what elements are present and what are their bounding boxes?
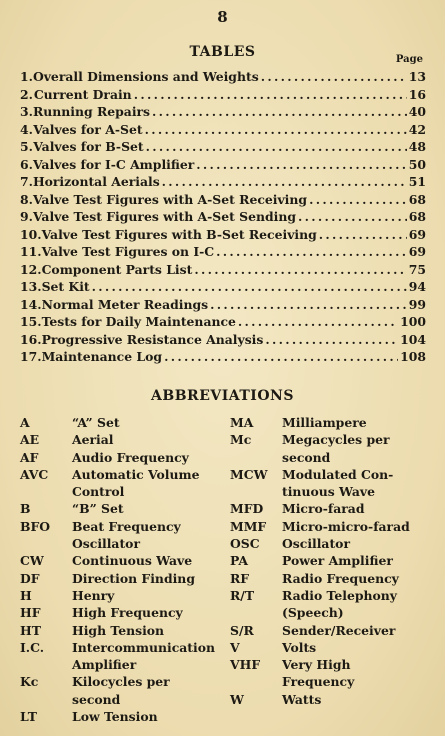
abbreviation-row [20,708,230,725]
table-entry-number: 14. [20,296,42,312]
abbreviation-code: MMF [230,518,267,534]
table-entry-page: 69 [408,244,426,259]
table-entry-page: 100 [400,314,426,329]
abbreviation-meaning: Aerial [72,432,114,448]
abbreviation-code: MCW [230,466,268,482]
table-entry-number: 17. [20,349,42,364]
abbreviation-meaning: Micro-farad [282,501,365,517]
abbreviation-code: B [20,501,31,517]
abbreviation-code: AE [20,432,40,448]
leader-dots [319,227,407,242]
abbreviations-right-column [230,414,430,708]
abbreviation-row [230,622,430,639]
abbreviation-row [20,431,230,448]
table-entry-title: Valves for I-C Amplifier [32,156,195,172]
table-entry-page: 50 [408,156,426,172]
table-entry-title: Progressive Resistance Analysis [41,331,264,347]
abbreviation-code: OSC [230,536,260,552]
abbreviation-row [230,431,430,466]
leader-dots [145,122,407,137]
abbreviation-row [20,604,230,621]
table-entry [20,227,426,245]
table-entry-title: Tests for Daily Maintenance [41,314,236,329]
abbreviation-meaning: Radio Telephony (Speech) [282,587,397,621]
table-entry [20,209,426,227]
abbreviation-meaning: Milliampere [282,415,367,430]
abbreviation-meaning: Low Tension [72,709,158,725]
abbreviation-row [20,518,230,553]
table-entry [20,192,426,210]
leader-dots [238,314,398,329]
abbreviation-code: H [20,587,32,603]
abbreviation-code: DF [20,570,40,586]
abbreviation-code: S/R [230,622,254,638]
table-entry-page: 94 [408,279,426,294]
abbreviations-heading: ABBREVIATIONS [151,388,294,404]
leader-dots [194,262,406,277]
abbreviation-row [230,518,430,535]
abbreviation-meaning: Volts [282,639,317,655]
abbreviation-code: R/T [230,587,255,603]
table-entry-page: 68 [408,191,426,207]
table-entry [20,314,426,332]
abbreviation-row [230,552,430,569]
abbreviation-meaning: Power Amplifier [282,553,393,569]
table-entry [20,332,426,350]
abbreviation-code: W [230,691,244,707]
table-entry-page: 75 [408,261,426,277]
abbreviation-row [20,673,230,708]
abbreviation-row [230,570,430,587]
abbreviation-meaning: Watts [282,691,322,707]
table-entry-title: Set Kit [41,279,90,294]
table-entry-number: 11. [20,244,42,259]
abbreviation-code: MFD [230,501,264,517]
abbreviation-row [230,691,430,708]
table-entry-page: 51 [408,174,426,189]
abbreviation-code: AVC [20,466,49,482]
leader-dots [196,157,406,172]
table-entry-number: 10. [20,226,42,242]
table-entry-title: Running Repairs [32,104,151,119]
abbreviation-row [20,552,230,569]
abbreviation-meaning: “B” Set [72,501,124,517]
abbreviation-meaning: Henry [72,587,115,603]
abbreviation-code: Mc [230,432,252,448]
table-entry [20,87,426,105]
abbreviation-code: RF [230,570,250,586]
abbreviation-code: PA [230,553,249,569]
abbreviation-meaning: Megacycles per second [282,432,390,465]
abbreviation-meaning: Automatic Volume Control [72,466,200,500]
abbreviation-meaning: Beat Frequency Oscillator [72,518,181,552]
table-entry-number: 2. [20,86,33,102]
abbreviation-code: AF [20,449,39,465]
table-entry-page: 99 [408,296,426,312]
table-entry-page: 69 [408,226,426,242]
abbreviations-left-column [20,414,230,725]
table-entry-title: Current Drain [33,86,132,102]
abbreviation-row [230,587,430,622]
table-entry-number: 7. [20,174,33,189]
leader-dots [164,349,398,364]
table-entry-title: Overall Dimensions and Weights [32,69,259,84]
abbreviation-meaning: Very High Frequency [282,657,355,690]
abbreviation-meaning: Sender/Receiver [282,622,396,638]
abbreviation-row [20,639,230,674]
table-entry-title: Maintenance Log [41,349,163,364]
table-entry-number: 16. [20,331,42,347]
abbreviation-meaning: Intercommunication Amplifier [72,639,215,673]
page-column-label: Page [395,54,423,65]
table-entry-title: Valve Test Figures with B-Set Receiving [41,226,317,242]
abbreviation-code: V [230,639,240,655]
tables-heading: TABLES [189,44,256,60]
leader-dots [146,139,407,154]
abbreviation-code: CW [20,553,44,569]
abbreviation-code: VHF [230,657,261,673]
table-entry-number: 15. [20,314,42,329]
abbreviation-meaning: Audio Frequency [72,449,189,465]
abbreviation-meaning: Oscillator [282,536,350,552]
abbreviation-code: BFO [20,518,51,534]
table-entry-title: Valve Test Figures with A-Set Receiving [32,191,308,207]
table-entry-number: 6. [20,156,33,172]
abbreviation-row [20,570,230,587]
abbreviation-row [230,535,430,552]
leader-dots [134,87,407,102]
table-entry-title: Normal Meter Readings [41,296,209,312]
abbreviation-row [230,656,430,691]
abbreviation-meaning: “A” Set [72,415,120,430]
leader-dots [210,297,407,312]
abbreviation-meaning: Continuous Wave [72,553,193,569]
abbreviation-meaning: High Frequency [72,605,183,621]
table-entry [20,262,426,280]
table-entry-title: Valves for B-Set [33,139,144,154]
abbreviation-meaning: Micro-micro-farad [282,518,410,534]
leader-dots [92,279,407,294]
page-number: 8 [217,8,228,26]
table-entry-number: 8. [20,191,33,207]
table-entry [20,279,426,297]
abbreviation-code: I.C. [20,639,45,655]
abbreviation-row [20,622,230,639]
table-entry-title: Valve Test Figures on I-C [41,244,215,259]
table-entry [20,349,426,367]
abbreviation-meaning: Direction Finding [72,570,195,586]
table-entry [20,244,426,262]
table-entry [20,174,426,192]
leader-dots [298,209,407,224]
abbreviation-row [230,639,430,656]
table-entry-title: Valves for A-Set [33,121,143,137]
abbreviation-code: Kc [20,674,39,690]
abbreviation-meaning: Radio Frequency [282,570,399,586]
table-entry-page: 68 [408,209,426,224]
abbreviation-row [20,466,230,501]
abbreviation-row [230,466,430,501]
tables-list [20,69,426,367]
table-entry-number: 1. [20,69,33,84]
leader-dots [261,69,407,84]
table-entry-page: 42 [408,121,426,137]
abbreviation-row [20,587,230,604]
abbreviation-row [230,500,430,517]
leader-dots [265,332,398,347]
abbreviation-row [230,414,430,431]
abbreviation-code: LT [20,709,37,725]
table-entry-number: 13. [20,279,42,294]
table-entry-page: 108 [400,349,426,364]
abbreviation-row [20,414,230,431]
abbreviation-meaning: High Tension [72,622,165,638]
table-entry-page: 16 [408,86,426,102]
leader-dots [162,174,407,189]
table-entry-page: 13 [408,69,426,84]
abbreviation-code: HF [20,605,41,621]
abbreviation-code: MA [230,415,254,430]
table-entry-number: 9. [20,209,33,224]
table-entry-number: 12. [20,261,42,277]
table-entry-title: Valve Test Figures with A-Set Sending [32,209,297,224]
table-entry [20,157,426,175]
table-entry-title: Component Parts List [41,261,193,277]
leader-dots [152,104,407,119]
abbreviation-meaning: Modulated Con- tinuous Wave [282,466,394,500]
table-entry-number: 5. [20,139,33,154]
table-entry-page: 104 [400,331,426,347]
table-entry-page: 40 [408,104,426,119]
abbreviation-code: A [20,415,30,430]
table-entry-number: 4. [20,121,33,137]
leader-dots [216,244,407,259]
abbreviation-row [20,500,230,517]
table-entry-title: Horizontal Aerials [32,174,160,189]
table-entry [20,122,426,140]
table-entry-number: 3. [20,104,33,119]
abbreviation-code: HT [20,622,41,638]
table-entry [20,104,426,122]
table-entry [20,297,426,315]
table-entry-page: 48 [408,139,426,154]
abbreviation-meaning: Kilocycles per second [72,674,170,707]
leader-dots [309,192,407,207]
table-entry [20,139,426,157]
table-entry [20,69,426,87]
abbreviation-row [20,449,230,466]
